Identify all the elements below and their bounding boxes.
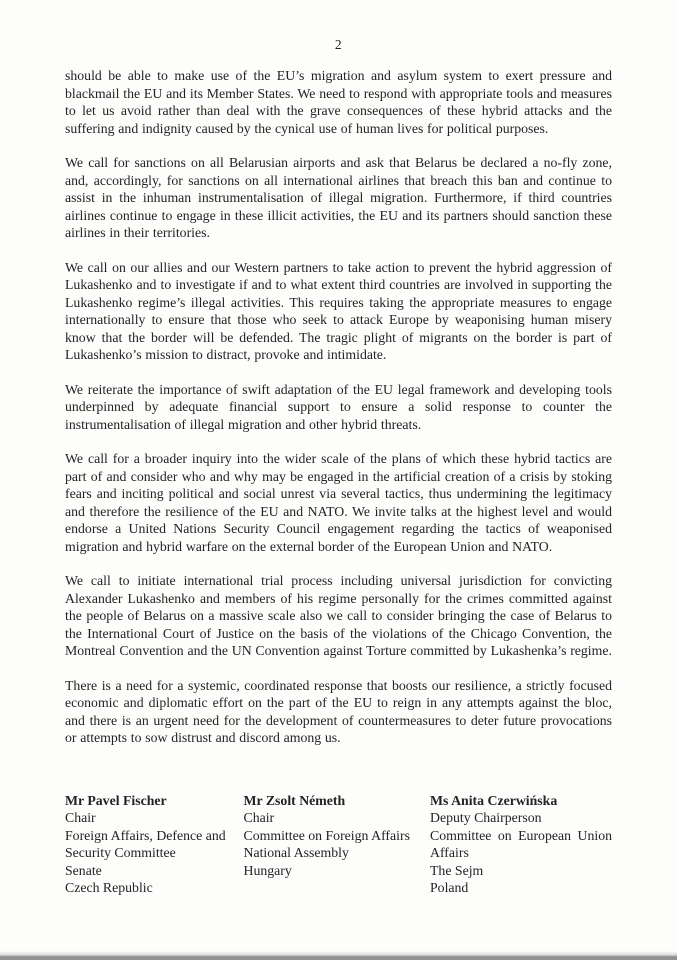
signatory-committee: Committee on Foreign Affairs (243, 827, 410, 843)
signatory-institution: Senate (65, 862, 102, 878)
paragraph-international-trial: We call to initiate international trial process including universal jurisdiction for convicting Alexander Lukashenko and members of his regime personally for the crimes committed against the people of Belarus on a massive scale also we call to consider bringing the case of Belarus to the International Court of Justice on the basis of the violations of the Chicago Convention, the Montreal Convention and the UN Convention against Torture committed by Lukashenka’s regime. (65, 573, 612, 658)
signatory-committee: Foreign Affairs, Defence and Security Committee (65, 827, 226, 860)
page-number: 2 (334, 37, 343, 52)
signatory-role: Chair (243, 810, 275, 825)
signatory-institution: National Assembly (243, 845, 349, 860)
signatory-role: Chair (65, 810, 96, 825)
signatory-country: Poland (430, 880, 469, 895)
paragraph-sanctions-airports: We call for sanctions on all Belarusian airports and ask that Belarus be declared a no-fly zone, and, accordingly, for sanctions on all international airlines that breach this ban and continue to assist in the inhuman instrumentalisation of illegal migration. Furthermore, if third countries airlines continue to engage in these illicit activities, the EU and its partners should sanction these airlines in their territories. (65, 155, 612, 240)
document-body (0, 53, 677, 897)
paragraph-continuation: should be able to make use of the EU’s migration and asylum system to exert pressure and blackmail the EU and its Member States. We need to respond with appropriate tools and measures to let us avoid rather than deal with the grave consequences of these hybrid attacks and the suffering and indignity caused by the cynical use of human lives for political purposes. (65, 68, 612, 136)
signatory-name: Mr Zsolt Németh (243, 792, 346, 808)
signatory-country: Hungary (243, 862, 292, 878)
paragraph-broader-inquiry: We call for a broader inquiry into the wider scale of the plans of which these hybrid tactics are part of and consider who and why may be engaged in the artificial creation of a crisis by stoking fears and inciting political and social unrest via several tactics, thus undermining the legitimacy and therefore the resilience of the EU and NATO. We invite talks at the highest level and would endorse a United Nations Security Council engagement regarding the tactics of weaponised migration and hybrid warfare on the external border of the European Union and NATO. (65, 451, 612, 554)
signatory-country: Czech Republic (65, 880, 153, 895)
signatory-pavel-fischer (65, 792, 237, 897)
page-bottom-edge (0, 951, 677, 960)
signatory-institution: The Sejm (430, 862, 484, 878)
signatory-name: Ms Anita Czerwińska (430, 792, 558, 808)
signatory-zsolt-nemeth (244, 792, 424, 897)
signatory-name: Mr Pavel Fischer (65, 792, 167, 808)
paragraph-systemic-response: There is a need for a systemic, coordinated response that boosts our resilience, a strictly focused economic and diplomatic effort on the part of the EU to reign in any attempts against the bloc, and there is an urgent need for the development of countermeasures to deter future provocations or attempts to sow distrust and discord among us. (65, 677, 612, 745)
paragraph-legal-framework: We reiterate the importance of swift adaptation of the EU legal framework and developing tools underpinned by adequate financial support to ensure a solid response to counter the instrumentalisation of illegal migration and other hybrid threats. (65, 381, 612, 432)
signatory-anita-czerwinska (430, 792, 612, 897)
signatory-role: Deputy Chairperson (430, 810, 542, 825)
signature-block (65, 792, 612, 897)
paragraph-allies-action: We call on our allies and our Western partners to take action to prevent the hybrid aggression of Lukashenko and to investigate if and to what extent third countries are involved in supporting the Lukashenko regime’s illegal activities. This requires taking the appropriate measures to engage internationally to ensure that those who seek to attack Europe by weaponising human misery know that the border will be defended. The tragic plight of migrants on the border is part of Lukashenko’s mission to distract, provoke and intimidate. (65, 259, 612, 362)
signatory-committee: Committee on European Union Affairs (430, 827, 612, 860)
